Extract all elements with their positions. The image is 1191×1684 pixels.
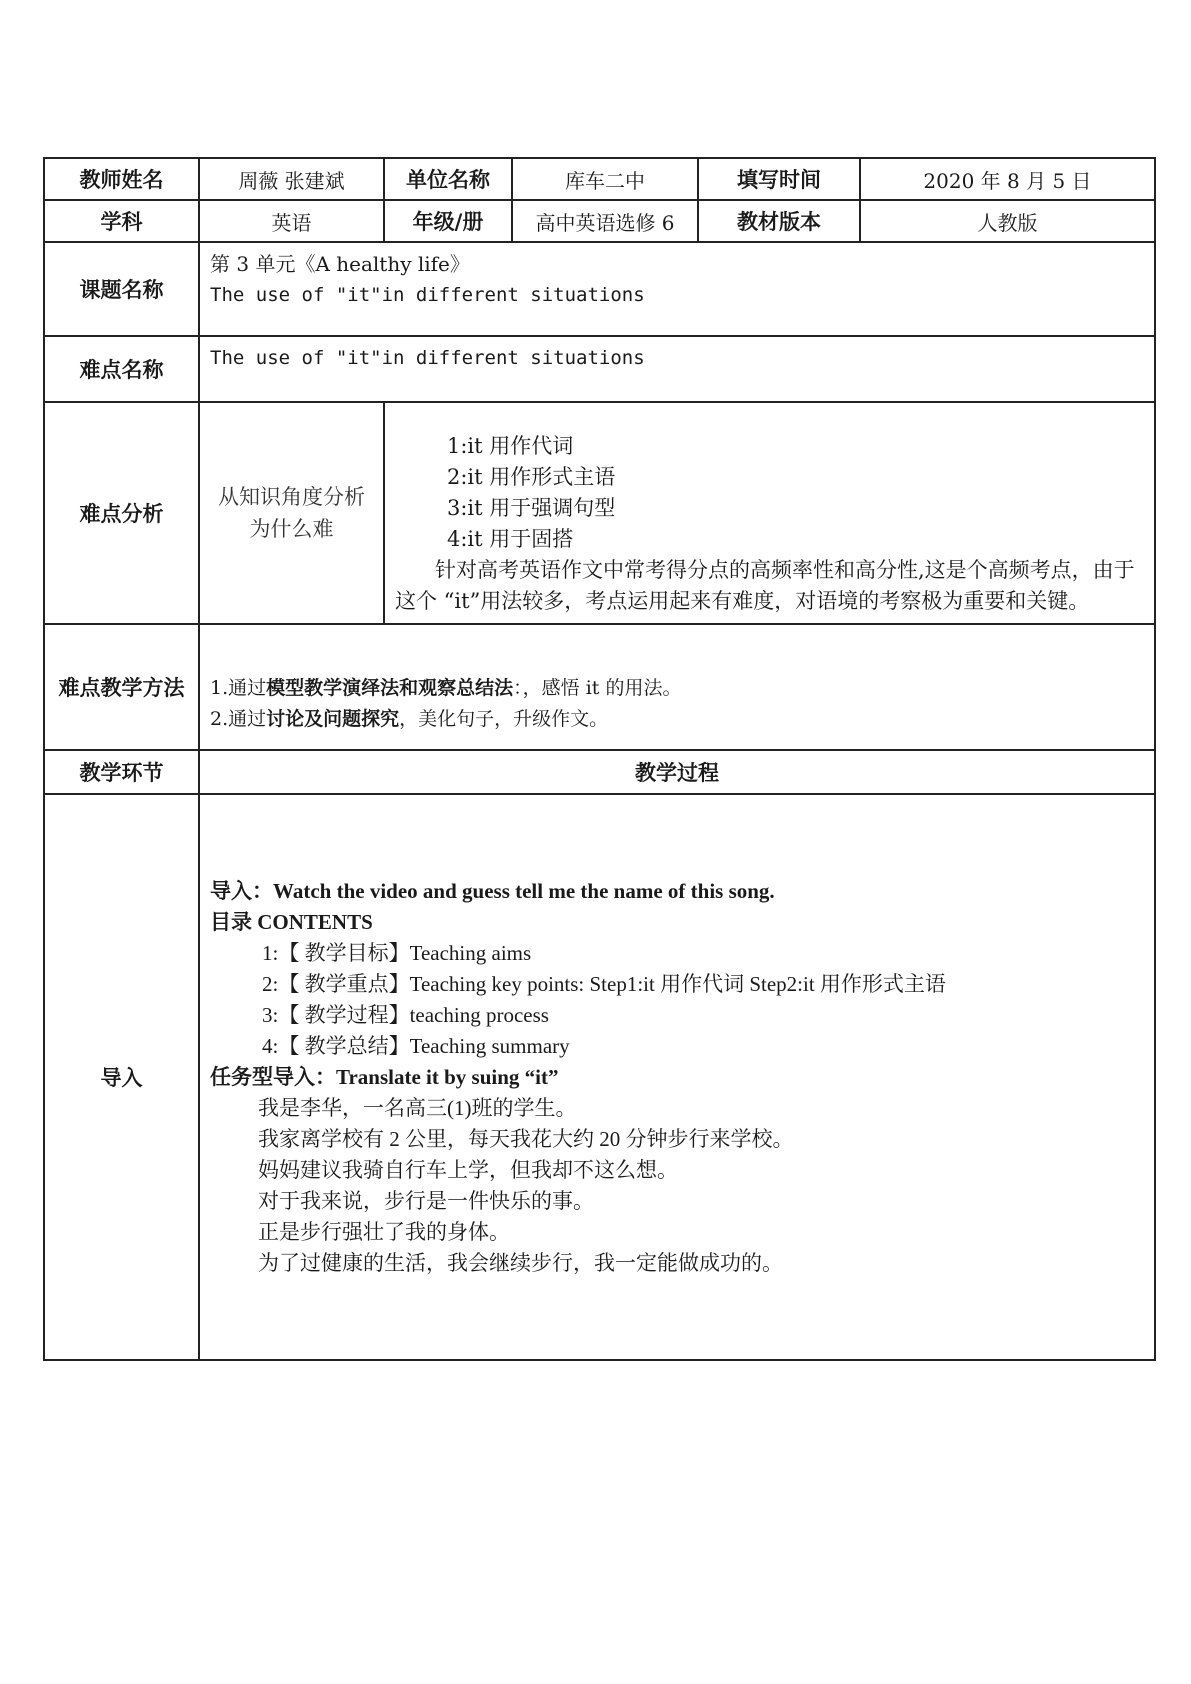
subject-label: 学科 <box>44 200 199 242</box>
process-header-row <box>44 750 1155 794</box>
topic-label: 课题名称 <box>44 242 199 336</box>
stage-header: 教学环节 <box>44 750 199 794</box>
translate-sentence: 对于我来说，步行是一件快乐的事。 <box>258 1188 594 1213</box>
analysis-sublabel-line-1: 从知识角度分析 <box>218 485 365 509</box>
unit-label: 单位名称 <box>384 158 512 200</box>
topic-line-2: The use of "it"in different situations <box>210 284 645 306</box>
process-header: 教学过程 <box>199 750 1155 794</box>
translate-sentence: 我是李华，一名高三(1)班的学生。 <box>258 1095 577 1120</box>
contents-title: 目录 CONTENTS <box>210 909 373 934</box>
edition-value: 人教版 <box>860 200 1155 242</box>
analysis-item: 1:it 用作代词 <box>447 434 574 458</box>
method-line-2-emphasis: 讨论及问题探究 <box>266 708 400 730</box>
translate-sentence: 正是步行强壮了我的身体。 <box>258 1219 510 1244</box>
topic-line-1: 第 3 单元《A healthy life》 <box>210 252 470 276</box>
analysis-item: 2:it 用作形式主语 <box>447 465 616 489</box>
translate-sentence: 妈妈建议我骑自行车上学，但我却不这么想。 <box>258 1157 678 1182</box>
difficulty-label: 难点名称 <box>44 336 199 402</box>
grade-label: 年级/册 <box>384 200 512 242</box>
analysis-label: 难点分析 <box>44 402 199 624</box>
method-line-1-emphasis: 模型教学演绎法和观察总结法 <box>266 677 514 699</box>
translate-sentence: 我家离学校有 2 公里，每天我花大约 20 分钟步行来学校。 <box>258 1126 794 1151</box>
contents-item: 4:【 教学总结】Teaching summary <box>262 1033 570 1058</box>
subject-value: 英语 <box>199 200 384 242</box>
teacher-value: 周薇 张建斌 <box>199 158 384 200</box>
difficulty-value: The use of "it"in different situations <box>210 347 645 369</box>
analysis-sublabel <box>199 402 384 624</box>
intro-cell <box>199 794 1155 1360</box>
unit-value: 库车二中 <box>512 158 698 200</box>
contents-item: 1:【 教学目标】Teaching aims <box>262 940 532 965</box>
method-line-2 <box>210 704 1144 735</box>
analysis-paragraph-line-2: 这个 “it”用法较多，考点运用起来有难度，对语境的考察极为重要和关键。 <box>395 589 1090 613</box>
method-line-2-prefix: 2.通过 <box>210 708 267 730</box>
analysis-item: 4:it 用于固搭 <box>447 527 574 551</box>
contents-item: 3:【 教学过程】teaching process <box>262 1002 549 1027</box>
intro-row <box>44 794 1155 1360</box>
intro-lead: 导入：Watch the video and guess tell me the name of this song. <box>210 878 775 903</box>
difficulty-cell <box>199 336 1155 402</box>
analysis-item: 3:it 用于强调句型 <box>447 496 616 520</box>
header-row-2 <box>44 200 1155 242</box>
method-label: 难点教学方法 <box>44 624 199 750</box>
method-line-1-suffix: ：，感悟 it 的用法。 <box>513 677 682 699</box>
lesson-plan-table <box>43 157 1156 1361</box>
method-row <box>44 624 1155 750</box>
date-value: 2020 年 8 月 5 日 <box>860 158 1155 200</box>
analysis-sublabel-line-2: 为什么难 <box>249 517 334 541</box>
lesson-plan-sheet <box>43 157 1154 1361</box>
analysis-paragraph-line-1: 针对高考英语作文中常考得分点的高频率性和高分性,这是个高频考点，由于 <box>435 558 1135 582</box>
translate-sentence: 为了过健康的生活，我会继续步行，我一定能做成功的。 <box>258 1250 783 1275</box>
method-line-1-prefix: 1.通过 <box>210 677 267 699</box>
method-line-2-suffix: ，美化句子，升级作文。 <box>399 708 609 730</box>
topic-cell <box>199 242 1155 336</box>
header-row-1 <box>44 158 1155 200</box>
date-label: 填写时间 <box>698 158 860 200</box>
intro-stage-label: 导入 <box>44 794 199 1360</box>
method-line-1 <box>210 673 1144 704</box>
topic-row <box>44 242 1155 336</box>
teacher-label: 教师姓名 <box>44 158 199 200</box>
edition-label: 教材版本 <box>698 200 860 242</box>
task-title: 任务型导入：Translate it by suing “it” <box>210 1064 559 1089</box>
method-cell <box>199 624 1155 750</box>
contents-item: 2:【 教学重点】Teaching key points: Step1:it 用作代词 Step2:it 用作形式主语 <box>262 971 946 996</box>
analysis-row <box>44 402 1155 624</box>
difficulty-row <box>44 336 1155 402</box>
grade-value: 高中英语选修 6 <box>512 200 698 242</box>
analysis-content <box>384 402 1155 624</box>
